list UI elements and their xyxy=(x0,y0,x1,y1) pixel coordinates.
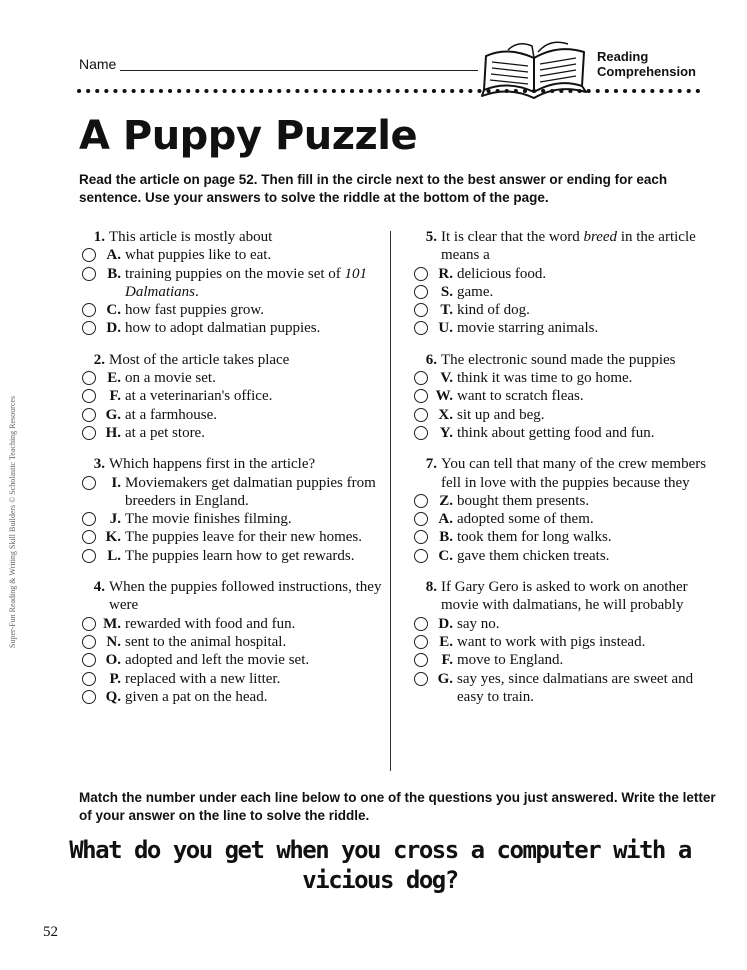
answer-bubble[interactable] xyxy=(82,371,96,385)
question-text-part: Which happens first in the article? xyxy=(109,456,316,473)
question-text xyxy=(109,455,382,473)
answer-bubble[interactable] xyxy=(82,267,96,281)
answer-bubble[interactable] xyxy=(414,267,428,281)
answer-text xyxy=(457,615,714,633)
question-text-part: You can tell that many of the crew members fell in love with the puppies because they xyxy=(441,456,707,491)
answer-letter: G. xyxy=(105,406,121,423)
answer-bubble[interactable] xyxy=(414,672,428,686)
question-text xyxy=(109,578,382,615)
answer-option xyxy=(414,387,714,405)
answer-text-part: at a pet store. xyxy=(125,424,205,441)
question-text xyxy=(109,351,382,369)
answer-option xyxy=(414,615,714,633)
answer-option xyxy=(414,670,714,707)
answer-option xyxy=(414,319,714,337)
question-stem xyxy=(414,455,714,492)
answer-bubble[interactable] xyxy=(82,408,96,422)
answer-letter: N. xyxy=(106,633,121,650)
name-label: Name xyxy=(79,56,117,72)
question-1 xyxy=(82,228,382,338)
answer-letter: L. xyxy=(107,547,121,564)
answer-bubble[interactable] xyxy=(414,303,428,317)
answer-text-part: at a veterinarian's office. xyxy=(125,388,273,405)
answer-option xyxy=(82,528,382,546)
answer-text-part: gave them chicken treats. xyxy=(457,547,610,564)
answer-option xyxy=(414,547,714,565)
subject-label xyxy=(597,49,696,79)
answer-letter: U. xyxy=(438,320,453,337)
answer-text xyxy=(457,547,714,565)
answer-option xyxy=(82,547,382,565)
question-stem xyxy=(414,351,714,369)
answer-text xyxy=(457,510,714,528)
answer-text-part: adopted and left the movie set. xyxy=(125,652,310,669)
riddle-question: What do you get when you cross a computer with a vicious dog? xyxy=(69,836,691,894)
answer-option xyxy=(82,406,382,424)
answer-bubble[interactable] xyxy=(82,672,96,686)
answer-text-part: bought them presents. xyxy=(457,492,590,509)
answer-letter: D. xyxy=(438,615,453,632)
answer-text-part: game. xyxy=(457,283,494,300)
answer-letter: B. xyxy=(439,529,453,546)
answer-text-part: . xyxy=(195,283,199,300)
page-title: A Puppy Puzzle xyxy=(79,113,418,159)
answer-letter: Z. xyxy=(439,492,453,509)
answer-letter: P. xyxy=(109,670,121,687)
answer-option xyxy=(414,492,714,510)
question-2 xyxy=(82,351,382,442)
question-text-part: This article is mostly about xyxy=(109,229,273,245)
question-text-emphasis: breed xyxy=(583,229,618,245)
question-stem xyxy=(414,578,714,615)
answer-bubble[interactable] xyxy=(82,653,96,667)
answer-bubble[interactable] xyxy=(414,426,428,440)
answer-text-part: sit up and beg. xyxy=(457,406,545,423)
answer-letter: Y. xyxy=(439,424,453,441)
side-credit xyxy=(6,330,18,650)
answer-letter: G. xyxy=(437,670,453,687)
open-book-icon xyxy=(478,36,590,106)
answer-text-part: what puppies like to eat. xyxy=(125,247,272,264)
question-text xyxy=(441,228,714,265)
answer-text-part: think it was time to go home. xyxy=(457,370,633,387)
answer-text xyxy=(125,474,382,511)
answer-bubble[interactable] xyxy=(414,285,428,299)
answer-text xyxy=(457,387,714,405)
answer-option xyxy=(414,301,714,319)
answer-text xyxy=(125,528,382,546)
instructions: Read the article on page 52. Then fill in the circle next to the best answer or ending for each sentence. Use your answers to solve the riddle at the bottom of the page. xyxy=(79,172,668,205)
answer-text-part: how to adopt dalmatian puppies. xyxy=(125,320,321,337)
answer-text xyxy=(457,633,714,651)
answer-text xyxy=(125,547,382,565)
answer-letter: J. xyxy=(109,511,121,528)
answer-text xyxy=(125,633,382,651)
answer-bubble[interactable] xyxy=(414,494,428,508)
name-input-line[interactable] xyxy=(120,70,478,71)
answer-option xyxy=(82,651,382,669)
answer-letter: M. xyxy=(103,615,121,632)
answer-letter: O. xyxy=(105,652,121,669)
answer-option xyxy=(82,387,382,405)
answer-text xyxy=(457,265,714,283)
question-number: 2. xyxy=(93,351,105,368)
answer-bubble[interactable] xyxy=(414,371,428,385)
answer-bubble[interactable] xyxy=(414,512,428,526)
question-text xyxy=(441,455,714,492)
answer-letter: A. xyxy=(438,511,453,528)
answer-bubble[interactable] xyxy=(82,530,96,544)
answer-option xyxy=(82,633,382,651)
question-text-part: Most of the article takes place xyxy=(109,351,290,368)
answer-bubble[interactable] xyxy=(82,476,96,490)
answer-letter: E. xyxy=(439,633,453,650)
answer-text xyxy=(125,651,382,669)
answer-text xyxy=(457,670,714,707)
answer-text-part: The movie finishes filming. xyxy=(125,511,292,528)
answer-option xyxy=(414,651,714,669)
question-number: 6. xyxy=(425,351,437,368)
question-8 xyxy=(414,578,714,706)
answer-text-part: how fast puppies grow. xyxy=(125,302,265,319)
answer-option xyxy=(82,246,382,264)
answer-bubble[interactable] xyxy=(414,635,428,649)
answer-bubble[interactable] xyxy=(82,635,96,649)
subject-line-2: Comprehension xyxy=(597,64,696,79)
questions-left-column xyxy=(82,228,382,719)
answer-text xyxy=(457,651,714,669)
answer-option xyxy=(82,369,382,387)
question-text xyxy=(109,228,382,246)
answer-text-part: took them for long walks. xyxy=(457,529,612,546)
answer-text-part: want to work with pigs instead. xyxy=(457,633,646,650)
answer-text-part: move to England. xyxy=(457,652,564,669)
question-5 xyxy=(414,228,714,338)
column-divider xyxy=(390,231,391,771)
answer-text-part: say no. xyxy=(457,615,500,632)
answer-option xyxy=(414,510,714,528)
answer-letter: S. xyxy=(440,283,453,300)
answer-text xyxy=(457,424,714,442)
answer-text-part: rewarded with food and fun. xyxy=(125,615,296,632)
side-credit-text: Super-Fun Reading & Writing Skill Builders © Scholastic Teaching Resources xyxy=(8,395,17,648)
answer-option xyxy=(82,510,382,528)
answer-text-part: at a farmhouse. xyxy=(125,406,218,423)
answer-letter: V. xyxy=(440,370,453,387)
question-number: 3. xyxy=(93,456,105,473)
answer-text-part: kind of dog. xyxy=(457,302,530,319)
questions-right-column xyxy=(414,228,714,719)
answer-letter: T. xyxy=(440,302,453,319)
answer-text xyxy=(125,424,382,442)
answer-option xyxy=(414,633,714,651)
answer-option xyxy=(82,615,382,633)
question-stem xyxy=(82,578,382,615)
question-text xyxy=(441,351,714,369)
answer-text-part: training puppies on the movie set of xyxy=(125,265,345,282)
answer-text xyxy=(125,406,382,424)
question-number: 8. xyxy=(425,579,437,596)
answer-text xyxy=(125,688,382,706)
answer-option xyxy=(82,301,382,319)
answer-letter: Q. xyxy=(105,688,121,705)
answer-letter: A. xyxy=(106,247,121,264)
answer-text xyxy=(457,319,714,337)
answer-option xyxy=(414,283,714,301)
answer-letter: I. xyxy=(111,474,121,491)
answer-text xyxy=(125,387,382,405)
question-text xyxy=(441,578,714,615)
answer-option xyxy=(82,474,382,511)
answer-text xyxy=(125,246,382,264)
answer-bubble[interactable] xyxy=(82,389,96,403)
answer-bubble[interactable] xyxy=(82,426,96,440)
answer-text-part: movie starring animals. xyxy=(457,320,599,337)
answer-letter: F. xyxy=(441,652,453,669)
question-text-part: in the article means a xyxy=(441,229,696,264)
page-number: 52 xyxy=(43,924,58,940)
answer-letter: W. xyxy=(435,388,453,405)
answer-text xyxy=(457,492,714,510)
question-stem xyxy=(82,455,382,473)
answer-text-part: The puppies leave for their new homes. xyxy=(125,529,363,546)
answer-letter: C. xyxy=(438,547,453,564)
answer-option xyxy=(414,406,714,424)
answer-bubble[interactable] xyxy=(82,512,96,526)
answer-text xyxy=(457,406,714,424)
answer-bubble[interactable] xyxy=(414,321,428,335)
answer-letter: E. xyxy=(107,370,121,387)
answer-bubble[interactable] xyxy=(414,530,428,544)
answer-text xyxy=(125,369,382,387)
answer-letter: K. xyxy=(105,529,121,546)
answer-bubble[interactable] xyxy=(82,690,96,704)
answer-bubble[interactable] xyxy=(414,617,428,631)
answer-text-part: say yes, since dalmatians are sweet and easy to train. xyxy=(457,670,694,705)
answer-option xyxy=(82,424,382,442)
answer-letter: B. xyxy=(107,265,121,282)
question-number: 4. xyxy=(93,579,105,596)
answer-text xyxy=(125,265,382,302)
answer-text xyxy=(125,301,382,319)
question-number: 1. xyxy=(93,229,105,245)
answer-letter: C. xyxy=(106,302,121,319)
answer-text-part: Moviemakers get dalmatian puppies from breeders in England. xyxy=(125,474,376,509)
question-stem xyxy=(414,228,714,265)
question-text-part: If Gary Gero is asked to work on another movie with dalmatians, he will probably xyxy=(441,579,688,614)
answer-text-part: sent to the animal hospital. xyxy=(125,633,287,650)
answer-letter: X. xyxy=(438,406,453,423)
answer-option xyxy=(414,528,714,546)
answer-bubble[interactable] xyxy=(414,549,428,563)
answer-letter: D. xyxy=(106,320,121,337)
question-text-part: When the puppies followed instructions, they were xyxy=(109,579,382,614)
answer-text xyxy=(125,319,382,337)
question-7 xyxy=(414,455,714,565)
answer-text-part: want to scratch fleas. xyxy=(457,388,584,405)
question-stem xyxy=(82,228,382,246)
answer-text-part: replaced with a new litter. xyxy=(125,670,281,687)
answer-text-part: on a movie set. xyxy=(125,370,216,387)
answer-text xyxy=(457,528,714,546)
answer-option xyxy=(82,319,382,337)
answer-letter: H. xyxy=(105,424,121,441)
answer-text-part: think about getting food and fun. xyxy=(457,424,655,441)
answer-letter: R. xyxy=(438,265,453,282)
answer-bubble[interactable] xyxy=(414,389,428,403)
dotted-divider xyxy=(77,88,705,94)
question-text-part: The electronic sound made the puppies xyxy=(441,351,676,368)
answer-text-part: The puppies learn how to get rewards. xyxy=(125,547,355,564)
answer-text-part: given a pat on the head. xyxy=(125,688,268,705)
question-number: 5. xyxy=(425,229,437,245)
question-3 xyxy=(82,455,382,565)
answer-option xyxy=(82,265,382,302)
answer-text xyxy=(125,510,382,528)
answer-bubble[interactable] xyxy=(82,248,96,262)
answer-text-part: delicious food. xyxy=(457,265,547,282)
answer-bubble[interactable] xyxy=(82,617,96,631)
answer-bubble[interactable] xyxy=(82,303,96,317)
answer-text-emphasis: 101 Dalmatians xyxy=(125,265,368,300)
answer-text xyxy=(457,369,714,387)
answer-option xyxy=(82,670,382,688)
answer-text xyxy=(457,301,714,319)
question-number: 7. xyxy=(425,456,437,473)
answer-option xyxy=(414,369,714,387)
answer-option xyxy=(414,265,714,283)
answer-bubble[interactable] xyxy=(82,321,96,335)
answer-text xyxy=(125,670,382,688)
question-text-part: It is clear that the word xyxy=(441,229,584,245)
answer-bubble[interactable] xyxy=(414,408,428,422)
answer-option xyxy=(414,424,714,442)
question-stem xyxy=(82,351,382,369)
answer-text xyxy=(125,615,382,633)
answer-text-part: adopted some of them. xyxy=(457,511,594,528)
answer-letter: F. xyxy=(109,388,121,405)
answer-bubble[interactable] xyxy=(414,653,428,667)
answer-option xyxy=(82,688,382,706)
answer-text xyxy=(457,283,714,301)
question-6 xyxy=(414,351,714,442)
question-4 xyxy=(82,578,382,706)
answer-bubble[interactable] xyxy=(82,549,96,563)
match-instructions: Match the number under each line below to one of the questions you just answered. Write the letter of your answer on the line to solve the riddle. xyxy=(79,790,716,823)
subject-line-1: Reading xyxy=(597,49,649,64)
